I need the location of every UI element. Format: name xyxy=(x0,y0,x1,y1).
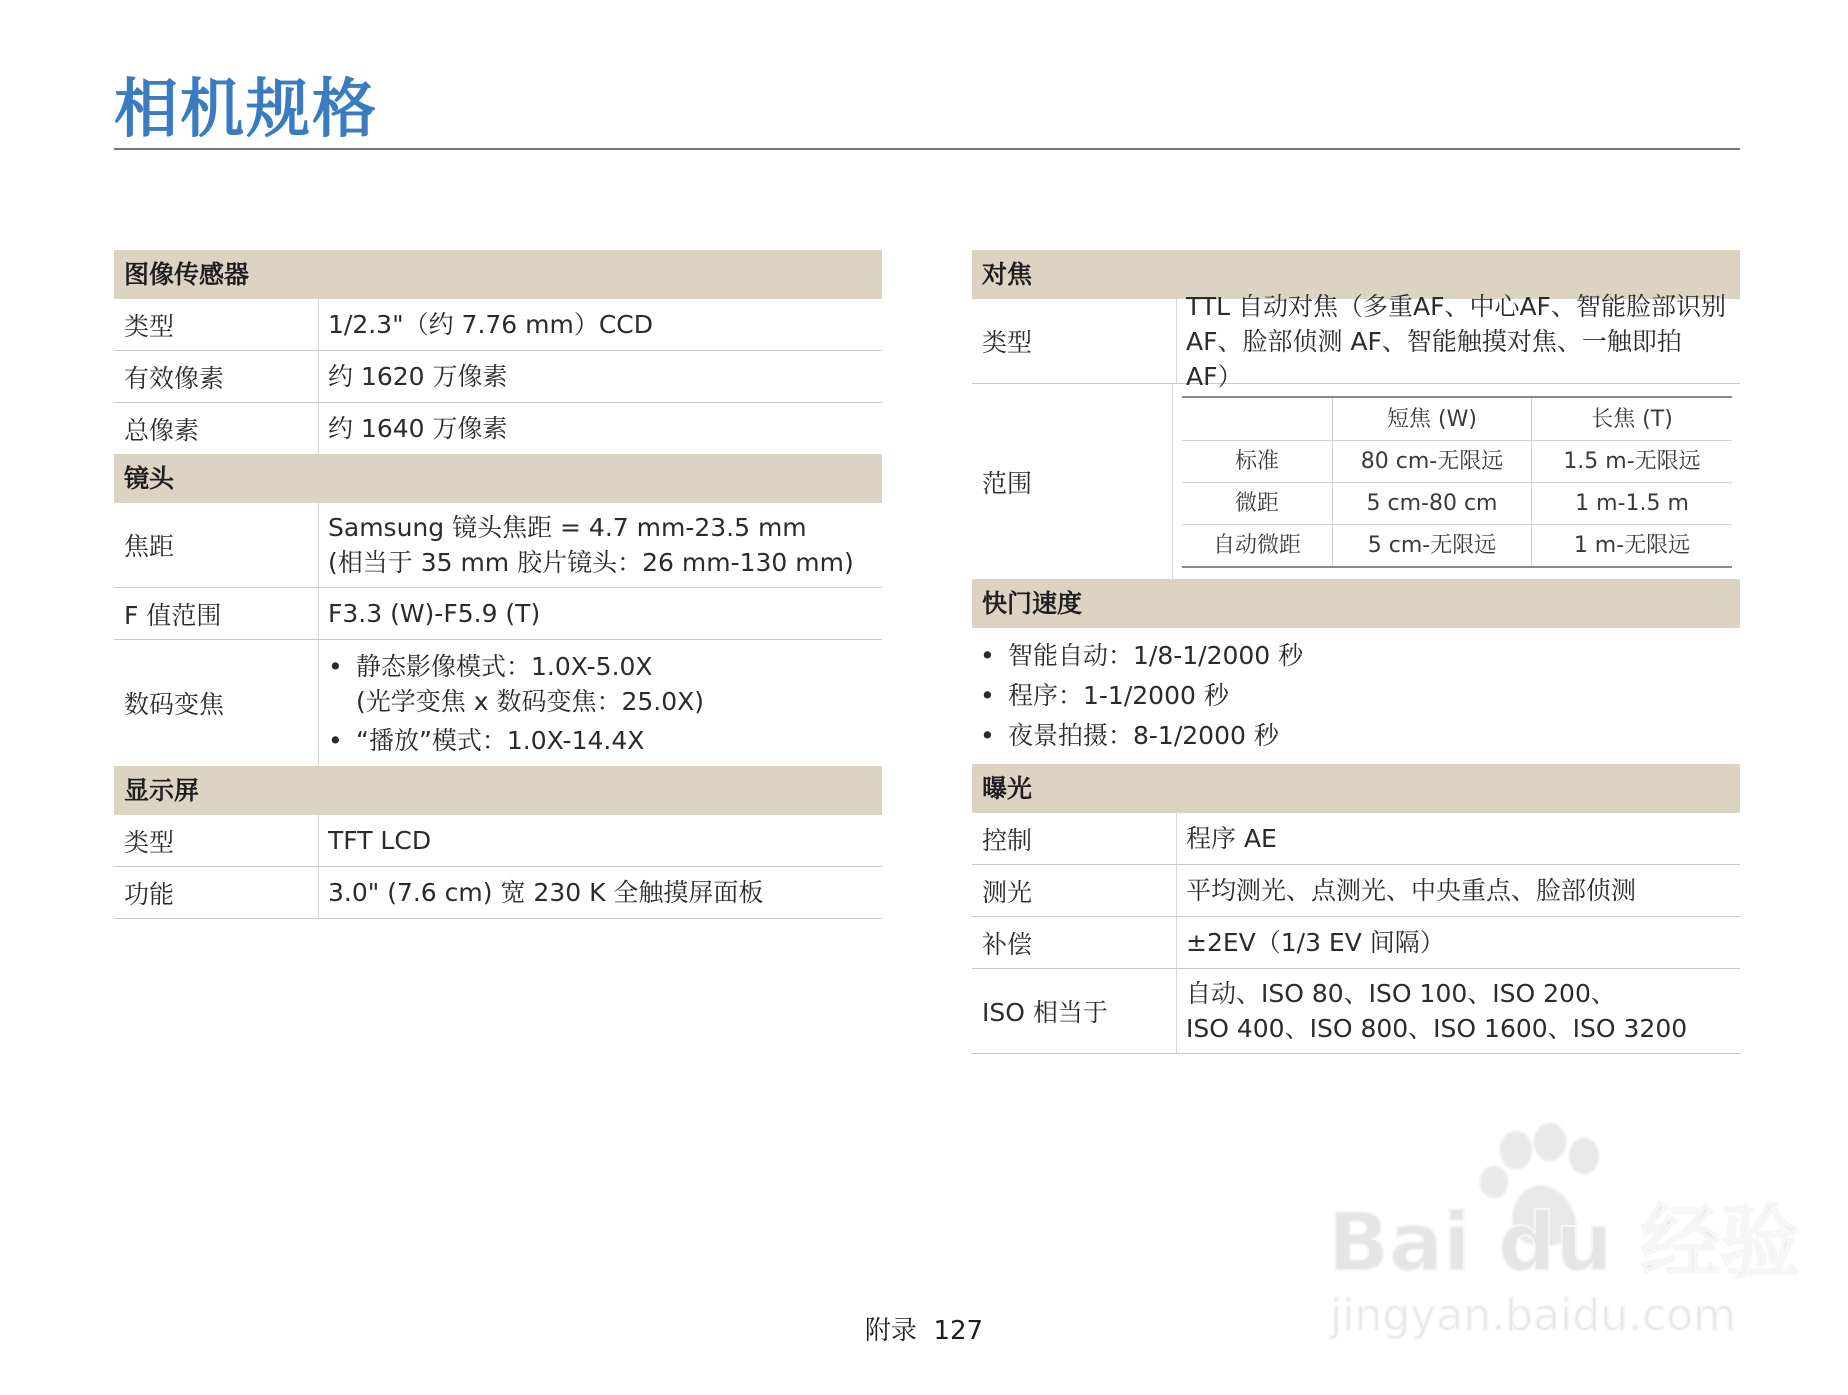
value-line: (光学变焦 x 数码变焦：25.0X) xyxy=(356,686,704,716)
table-cell: 1 m-无限远 xyxy=(1532,525,1733,568)
section-header-image-sensor: 图像传感器 xyxy=(114,250,882,299)
spec-value xyxy=(319,503,882,587)
spec-label: 功能 xyxy=(114,867,319,918)
spec-value: 约 1640 万像素 xyxy=(328,414,508,443)
page-number: 127 xyxy=(933,1316,984,1346)
spec-label: 总像素 xyxy=(114,403,319,454)
spec-value xyxy=(1173,384,1740,579)
value-line: AF、脸部侦测 AF、智能触摸对焦、一触即拍 AF） xyxy=(1186,326,1682,391)
section-header-lens: 镜头 xyxy=(114,454,882,503)
table-row xyxy=(1182,441,1732,483)
footer-section: 附录 xyxy=(864,1316,917,1346)
spec-value xyxy=(1177,969,1740,1053)
spec-label: 类型 xyxy=(972,299,1177,383)
spec-row xyxy=(114,351,882,403)
spec-value xyxy=(1177,291,1740,391)
table-header-cell xyxy=(1182,397,1333,441)
section-header-exposure: 曝光 xyxy=(972,764,1740,813)
bullet-icon: • xyxy=(328,651,343,681)
section-header-focus: 对焦 xyxy=(972,250,1740,299)
list-item: • 智能自动：1/8-1/2000 秒 xyxy=(980,636,1740,676)
spec-value: TFT LCD xyxy=(328,826,432,855)
spec-label: 补偿 xyxy=(972,917,1177,968)
value-line: 静态影像模式：1.0X-5.0X xyxy=(356,651,653,681)
spec-value: 约 1620 万像素 xyxy=(328,362,508,391)
right-column xyxy=(972,250,1740,1054)
spec-label: F 值范围 xyxy=(114,588,319,639)
table-cell: 标准 xyxy=(1182,441,1333,483)
title-divider xyxy=(114,148,1740,150)
table-row xyxy=(1182,483,1732,525)
spec-label: 范围 xyxy=(972,384,1173,579)
spec-row xyxy=(114,403,882,454)
spec-label: 类型 xyxy=(114,815,319,866)
spec-value: ±2EV（1/3 EV 间隔） xyxy=(1186,928,1445,957)
spec-value: 1/2.3"（约 7.76 mm）CCD xyxy=(328,310,654,339)
table-cell: 1 m-1.5 m xyxy=(1532,483,1733,525)
section-header-display: 显示屏 xyxy=(114,766,882,815)
spec-row xyxy=(114,299,882,351)
spec-row-f-number xyxy=(114,588,882,640)
bullet-item xyxy=(328,723,874,758)
table-cell: 5 cm-80 cm xyxy=(1333,483,1532,525)
section-header-shutter-speed: 快门速度 xyxy=(972,579,1740,628)
value-line: TTL 自动对焦（多重AF、中心AF、智能脸部识别 xyxy=(1186,291,1726,321)
spec-value: 平均测光、点测光、中央重点、脸部侦测 xyxy=(1186,876,1637,905)
table-cell: 80 cm-无限远 xyxy=(1333,441,1532,483)
bullet-item xyxy=(328,649,874,719)
shutter-speed-list xyxy=(972,628,1740,764)
spec-row-focal-length xyxy=(114,503,882,588)
spec-row xyxy=(114,867,882,919)
table-cell: 1.5 m-无限远 xyxy=(1532,441,1733,483)
list-item: • 夜景拍摄：8-1/2000 秒 xyxy=(980,716,1740,756)
spec-row-focus-type xyxy=(972,291,1740,391)
spec-label: 控制 xyxy=(972,813,1177,864)
table-header-cell: 短焦 (W) xyxy=(1333,397,1532,441)
value-line: ISO 400、ISO 800、ISO 1600、ISO 3200 xyxy=(1186,1014,1688,1043)
spec-label: ISO 相当于 xyxy=(972,969,1177,1053)
spec-label: 测光 xyxy=(972,865,1177,916)
spec-row xyxy=(972,917,1740,969)
value-line: Samsung 镜头焦距 = 4.7 mm-23.5 mm xyxy=(328,513,807,542)
spec-value xyxy=(319,640,882,766)
table-row xyxy=(1182,525,1732,568)
watermark-brand-text: Bai du 经验 xyxy=(1328,1196,1801,1289)
baidu-watermark-logo xyxy=(1318,1120,1801,1350)
spec-label: 焦距 xyxy=(114,503,319,587)
spec-value: F3.3 (W)-F5.9 (T) xyxy=(328,599,541,628)
bullet-icon: • xyxy=(328,725,343,755)
table-cell: 自动微距 xyxy=(1182,525,1333,568)
value-line: 自动、ISO 80、ISO 100、ISO 200、 xyxy=(1186,979,1616,1008)
left-column xyxy=(114,250,882,919)
spec-row-iso xyxy=(972,969,1740,1054)
spec-value: 程序 AE xyxy=(1186,824,1277,853)
table-cell: 微距 xyxy=(1182,483,1333,525)
page-title: 相机规格 xyxy=(114,73,378,147)
spec-label: 数码变焦 xyxy=(114,640,319,766)
table-header-cell: 长焦 (T) xyxy=(1532,397,1733,441)
list-item: • 程序：1-1/2000 秒 xyxy=(980,676,1740,716)
bullet-icon: • xyxy=(980,681,995,710)
watermark-url-text: jingyan.baidu.com xyxy=(1330,1290,1737,1341)
spec-label: 有效像素 xyxy=(114,351,319,402)
value-line: (相当于 35 mm 胶片镜头：26 mm-130 mm) xyxy=(328,548,854,577)
bullet-icon: • xyxy=(980,641,995,670)
spec-row-digital-zoom xyxy=(114,640,882,766)
table-header-row xyxy=(1182,397,1732,441)
spec-row xyxy=(972,813,1740,865)
spec-value: 3.0" (7.6 cm) 宽 230 K 全触摸屏面板 xyxy=(328,878,764,907)
spec-label: 类型 xyxy=(114,299,319,350)
spec-row xyxy=(972,865,1740,917)
focus-range-table xyxy=(1182,396,1732,568)
spec-row xyxy=(114,815,882,867)
bullet-icon: • xyxy=(980,721,995,750)
spec-row-focus-range xyxy=(972,384,1740,579)
table-cell: 5 cm-无限远 xyxy=(1333,525,1532,568)
value-line: “播放”模式：1.0X-14.4X xyxy=(356,725,645,755)
